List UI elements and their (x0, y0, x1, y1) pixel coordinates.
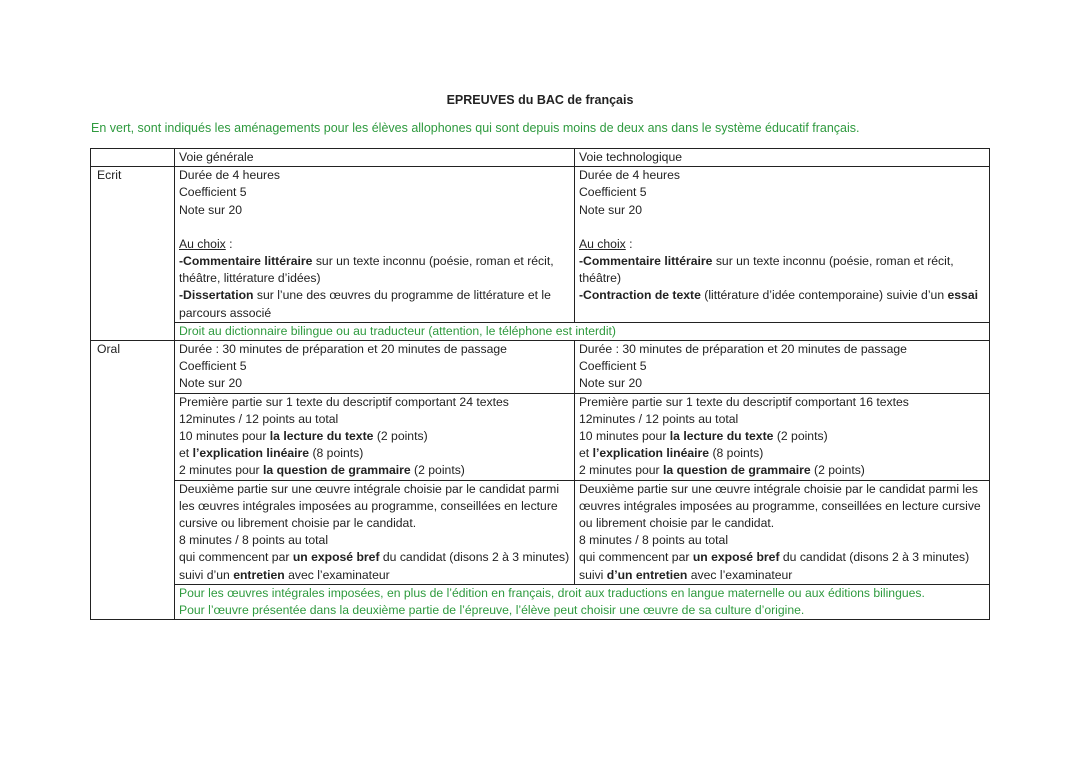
row-label-ecrit: Ecrit (91, 167, 175, 341)
oral-explication: et l’explication linéaire (8 points) (179, 446, 364, 461)
ecrit-amenagement-row (91, 322, 990, 340)
ecrit-choix: Au choix : (579, 236, 633, 251)
oral-explication: et l’explication linéaire (8 points) (579, 446, 764, 461)
ecrit-coef: Coefficient 5 (579, 185, 647, 200)
oral-note: Note sur 20 (579, 376, 643, 391)
oral-partie2-total: 8 minutes / 8 points au total (579, 533, 729, 548)
ecrit-commentaire: -Commentaire littéraire sur un texte inconnu (poésie, roman et récit, théâtre, littérature d’idées) (179, 254, 554, 286)
oral-grammaire: 2 minutes pour la question de grammaire (2 points) (179, 463, 465, 478)
oral-amenagement-row (91, 584, 990, 619)
oral-amenagement (175, 584, 990, 619)
oral-generale-general-cell (175, 341, 575, 394)
oral-expose: qui commencent par un exposé bref du candidat (disons 2 à 3 minutes) (179, 550, 570, 565)
ecrit-note: Note sur 20 (579, 202, 643, 217)
oral-grammaire: 2 minutes pour la question de grammaire (2 points) (579, 463, 865, 478)
ecrit-commentaire: -Commentaire littéraire sur un texte inconnu (poésie, roman et récit, théâtre) (579, 254, 954, 286)
ecrit-note: Note sur 20 (179, 202, 243, 217)
column-header-generale: Voie générale (175, 149, 575, 167)
oral-coef: Coefficient 5 (579, 359, 647, 374)
oral-partie1: Première partie sur 1 texte du descriptif comportant 24 textes (179, 394, 509, 409)
oral-partie2: Deuxième partie sur une œuvre intégrale choisie par le candidat parmi les œuvres intégrales imposées au programme, conseillées en lecture cursive ou librement choisie par le candidat. (579, 481, 981, 531)
exam-table (90, 148, 990, 620)
oral-coef: Coefficient 5 (179, 359, 247, 374)
ecrit-amenagement: Droit au dictionnaire bilingue ou au traducteur (attention, le téléphone est interdit) (175, 322, 990, 340)
document-title: EPREUVES du BAC de français (446, 93, 634, 107)
oral-row-1 (91, 341, 990, 394)
oral-entretien: suivi d’un entretien avec l’examinateur (179, 567, 390, 582)
ecrit-technologique-cell (575, 167, 990, 323)
oral-partie2-total: 8 minutes / 8 points au total (179, 533, 329, 548)
oral-partie1-total: 12minutes / 12 points au total (579, 411, 739, 426)
ecrit-dissertation: -Dissertation sur l’une des œuvres du programme de littérature et le parcours associé (179, 288, 551, 320)
header-row (91, 149, 990, 167)
oral-amenagement-1: Pour les œuvres intégrales imposées, en plus de l’édition en français, droit aux traductions en langue maternelle ou aux éditions bilingues. (179, 585, 925, 600)
oral-entretien: suivi d’un entretien avec l’examinateur (579, 567, 793, 582)
oral-note: Note sur 20 (179, 376, 243, 391)
ecrit-duree: Durée de 4 heures (179, 168, 280, 183)
oral-partie2: Deuxième partie sur une œuvre intégrale choisie par le candidat parmi les œuvres intégrales imposées au programme, conseillées en lecture cursive ou librement choisie par le candidat. (179, 481, 560, 531)
column-header-technologique: Voie technologique (575, 149, 990, 167)
oral-row-2 (91, 393, 990, 480)
oral-duree: Durée : 30 minutes de préparation et 20 minutes de passage (179, 342, 507, 357)
empty-header-cell (91, 149, 175, 167)
ecrit-coef: Coefficient 5 (179, 185, 247, 200)
oral-partie1: Première partie sur 1 texte du descriptif comportant 16 textes (579, 394, 909, 409)
ecrit-duree: Durée de 4 heures (579, 168, 680, 183)
oral-technologique-general-cell (575, 341, 990, 394)
oral-expose: qui commencent par un exposé bref du candidat (disons 2 à 3 minutes) (579, 550, 970, 565)
oral-technologique-partie2-cell (575, 480, 990, 584)
oral-amenagement-2: Pour l’œuvre présentée dans la deuxième partie de l’épreuve, l’élève peut choisir une œuvre de sa culture d’origine. (179, 603, 805, 618)
oral-technologique-partie1-cell (575, 393, 990, 480)
intro-note: En vert, sont indiqués les aménagements pour les élèves allophones qui sont depuis moins de deux ans dans le système éducatif français. (91, 121, 860, 135)
oral-partie1-total: 12minutes / 12 points au total (179, 411, 339, 426)
ecrit-generale-cell (175, 167, 575, 323)
oral-duree: Durée : 30 minutes de préparation et 20 minutes de passage (579, 342, 907, 357)
row-label-oral: Oral (91, 341, 175, 620)
oral-generale-partie2-cell (175, 480, 575, 584)
ecrit-choix: Au choix : (179, 236, 233, 251)
oral-generale-partie1-cell (175, 393, 575, 480)
ecrit-row (91, 167, 990, 323)
oral-row-3 (91, 480, 990, 584)
oral-lecture: 10 minutes pour la lecture du texte (2 points) (579, 429, 828, 444)
ecrit-contraction: -Contraction de texte (littérature d’idée contemporaine) suivie d’un essai (579, 288, 978, 303)
oral-lecture: 10 minutes pour la lecture du texte (2 points) (179, 429, 428, 444)
